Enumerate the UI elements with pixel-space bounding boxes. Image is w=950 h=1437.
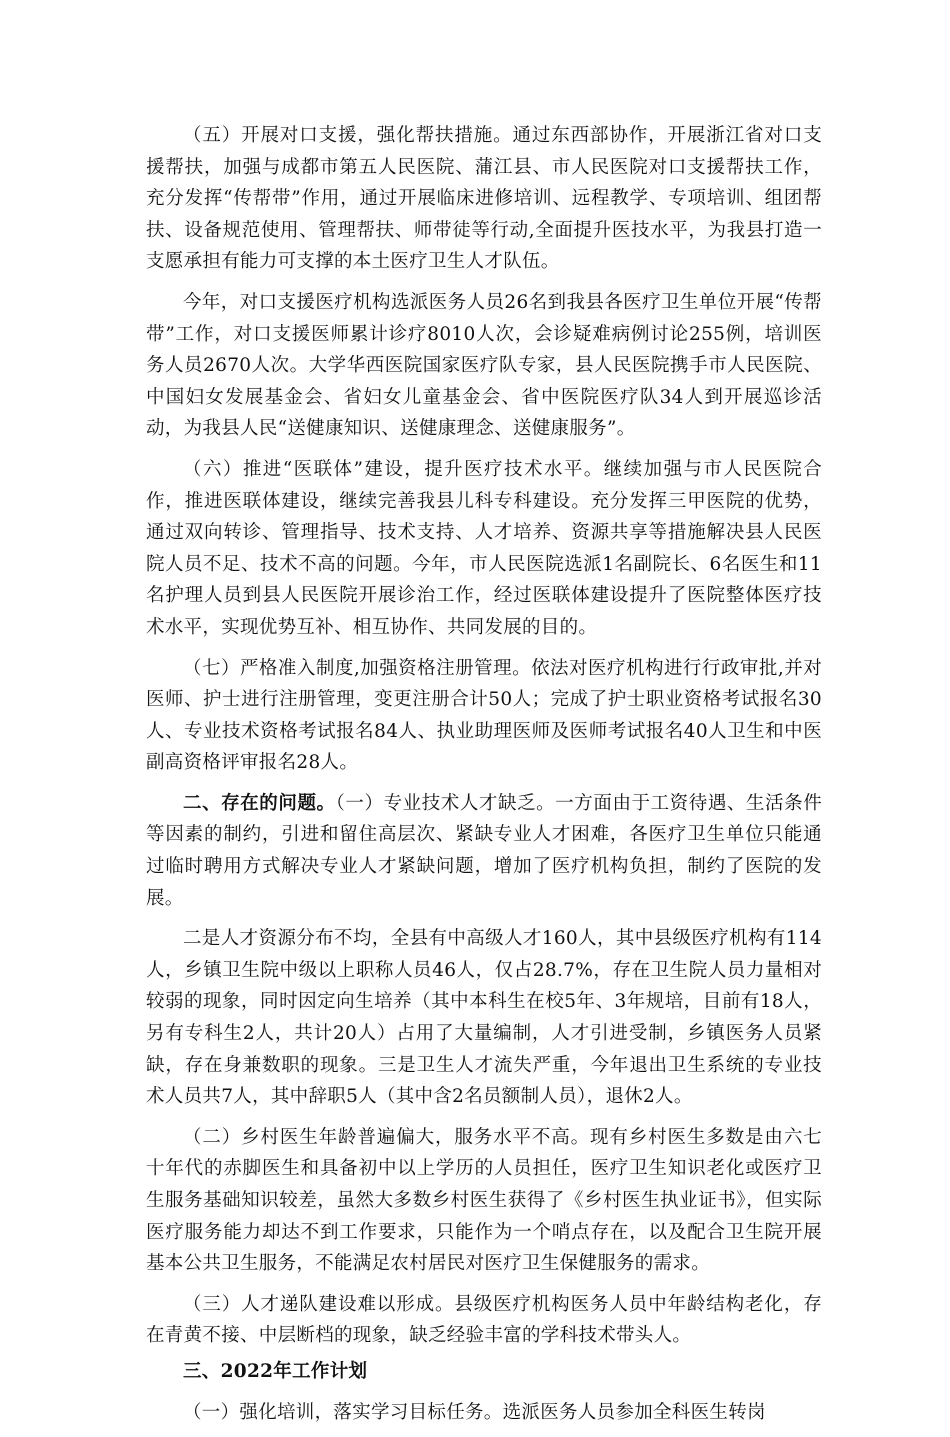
section-heading-work-plan: 三、2022年工作计划 [183, 1360, 368, 1382]
document-body [146, 120, 822, 1437]
paragraph-registration-management: （七）严格准入制度,加强资格注册管理。依法对医疗机构进行行政审批,并对医师、护士进行注册管理，变更注册合计50人；完成了护士职业资格考试报名30人、专业技术资格考试报名84人、执业助理医师及医师考试报名40人卫生和中医副高资格评审报名28人。 [146, 657, 822, 774]
paragraph-talent-distribution: 二是人才资源分布不均，全县有中高级人才160人，其中县级医疗机构有114人，乡镇卫生院中级以上职称人员46人，仅占28.7%，存在卫生院人员力量相对较弱的现象，同时因定向生培养（其中本科生在校5年、3年规培，目前有18人，另有专科生2人，共计20人）占用了大量编制，人才引进受制，乡镇医务人员紧缺，存在身兼数职的现象。三是卫生人才流失严重，今年退出卫生系统的专业技术人员共7人，其中辞职5人（其中含2名员额制人员），退休2人。 [146, 928, 822, 1108]
paragraph-talent-echelon: （三）人才递队建设难以形成。县级医疗机构医务人员中年龄结构老化，存在青黄不接、中层断档的现象，缺乏经验丰富的学科技术带头人。 [146, 1293, 822, 1347]
problems-text: （一）专业技术人才缺乏。一方面由于工资待遇、生活条件等因素的制约，引进和留住高层次、紧缺专业人才困难，各医疗卫生单位只能通过临时聘用方式解决专业人才紧缺问题，增加了医疗机构负担，制约了医院的发展。 [146, 792, 822, 909]
paragraph-village-doctors: （二）乡村医生年龄普遍偏大，服务水平不高。现有乡村医生多数是由六七十年代的赤脚医生和具备初中以上学历的人员担任，医疗卫生知识老化或医疗卫生服务基础知识较差，虽然大多数乡村医生获得了《乡村医生执业证书》，但实际医疗服务能力却达不到工作要求，只能作为一个哨点存在，以及配合卫生院开展基本公共卫生服务，不能满足农村居民对医疗卫生保健服务的需求。 [146, 1126, 822, 1275]
paragraph-support-statistics: 今年，对口支援医疗机构选派医务人员26名到我县各医疗卫生单位开展“传帮带”工作，对口支援医师累计诊疗8010人次，会诊疑难病例讨论255例，培训医务人员2670人次。大学华西医院国家医疗队专家，县人民医院携手市人民医院、中国妇女发展基金会、省妇女儿童基金会、省中医院医疗队34人到开展巡诊活动，为我县人民“送健康知识、送健康理念、送健康服务”。 [146, 291, 822, 440]
paragraph-existing-problems [146, 788, 822, 914]
paragraph-medical-alliance: （六）推进“医联体”建设，提升医疗技术水平。继续加强与市人民医院合作，推进医联体建设，继续完善我县儿科专科建设。充分发挥三甲医院的优势，通过双向转诊、管理指导、技术支持、人才培养、资源共享等措施解决县人民医院人员不足、技术不高的问题。今年，市人民医院选派1名副院长、6名医生和11名护理人员到县人民医院开展诊治工作，经过医联体建设提升了医院整体医疗技术水平，实现优势互补、相互协作、共同发展的目的。 [146, 458, 822, 638]
paragraph-counterpart-support: （五）开展对口支援，强化帮扶措施。通过东西部协作，开展浙江省对口支援帮扶，加强与成都市第五人民医院、蒲江县、市人民医院对口支援帮扶工作，充分发挥“传帮带”作用，通过开展临床进修培训、远程教学、专项培训、组团帮扶、设备规范使用、管理帮扶、师带徒等行动,全面提升医技水平，为我县打造一支愿承担有能力可支撑的本土医疗卫生人才队伍。 [146, 125, 822, 273]
section-heading-problems: 二、存在的问题。 [183, 792, 336, 814]
paragraph-training: （一）强化培训，落实学习目标任务。选派医务人员参加全科医生转岗 [183, 1401, 766, 1423]
